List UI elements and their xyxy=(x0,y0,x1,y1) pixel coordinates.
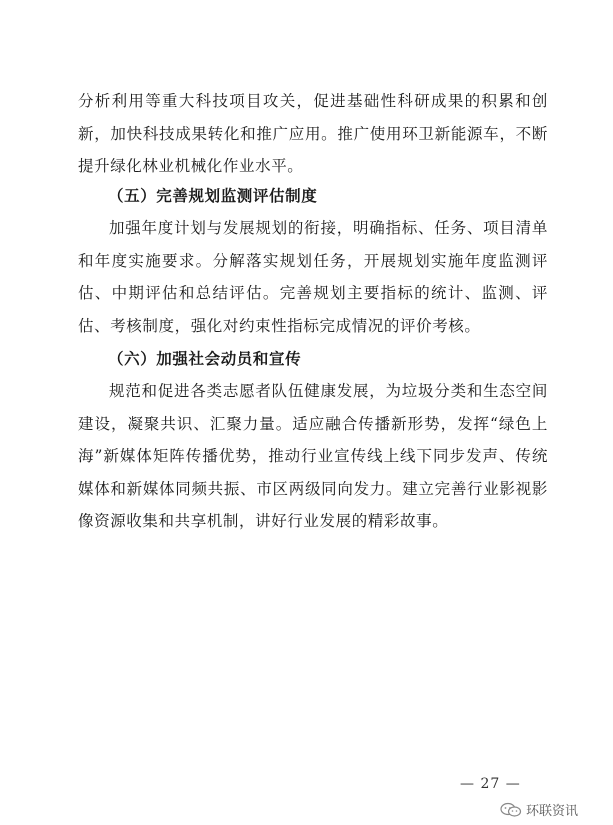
section-heading-5: （五）完善规划监测评估制度 xyxy=(108,186,318,205)
watermark-text: 环联资讯 xyxy=(526,804,579,819)
paragraph-research: 分析利用等重大科技项目攻关，促进基础性科研成果的积累和创新，加快科技成果转化和推广应用。推广使用环卫新能源车，不断提升绿化林业机械化作业水平。 xyxy=(78,92,548,175)
wechat-icon xyxy=(500,802,522,818)
paragraph-monitoring: 加强年度计划与发展规划的衔接，明确指标、任务、项目清单和年度实施要求。分解落实规划任务，开展规划实施年度监测评估、中期评估和总结评估。完善规划主要指标的统计、监测、评估、考核制度，强化对约束性指标完成情况的评价考核。 xyxy=(78,219,548,335)
page-number: — 27 — xyxy=(460,776,521,792)
paragraph-publicity: 规范和促进各类志愿者队伍健康发展，为垃圾分类和生态空间建设，凝聚共识、汇聚力量。适应融合传播新形势，发挥“绿色上海”新媒体矩阵传播优势，推动行业宣传线上线下同步发声、传统媒体和新媒体同频共振、市区两级同向发力。建立完善行业影视影像资源收集和共享机制，讲好行业发展的精彩故事。 xyxy=(78,382,548,530)
section-heading-6: （六）加强社会动员和宣传 xyxy=(108,349,302,368)
watermark xyxy=(500,800,578,819)
